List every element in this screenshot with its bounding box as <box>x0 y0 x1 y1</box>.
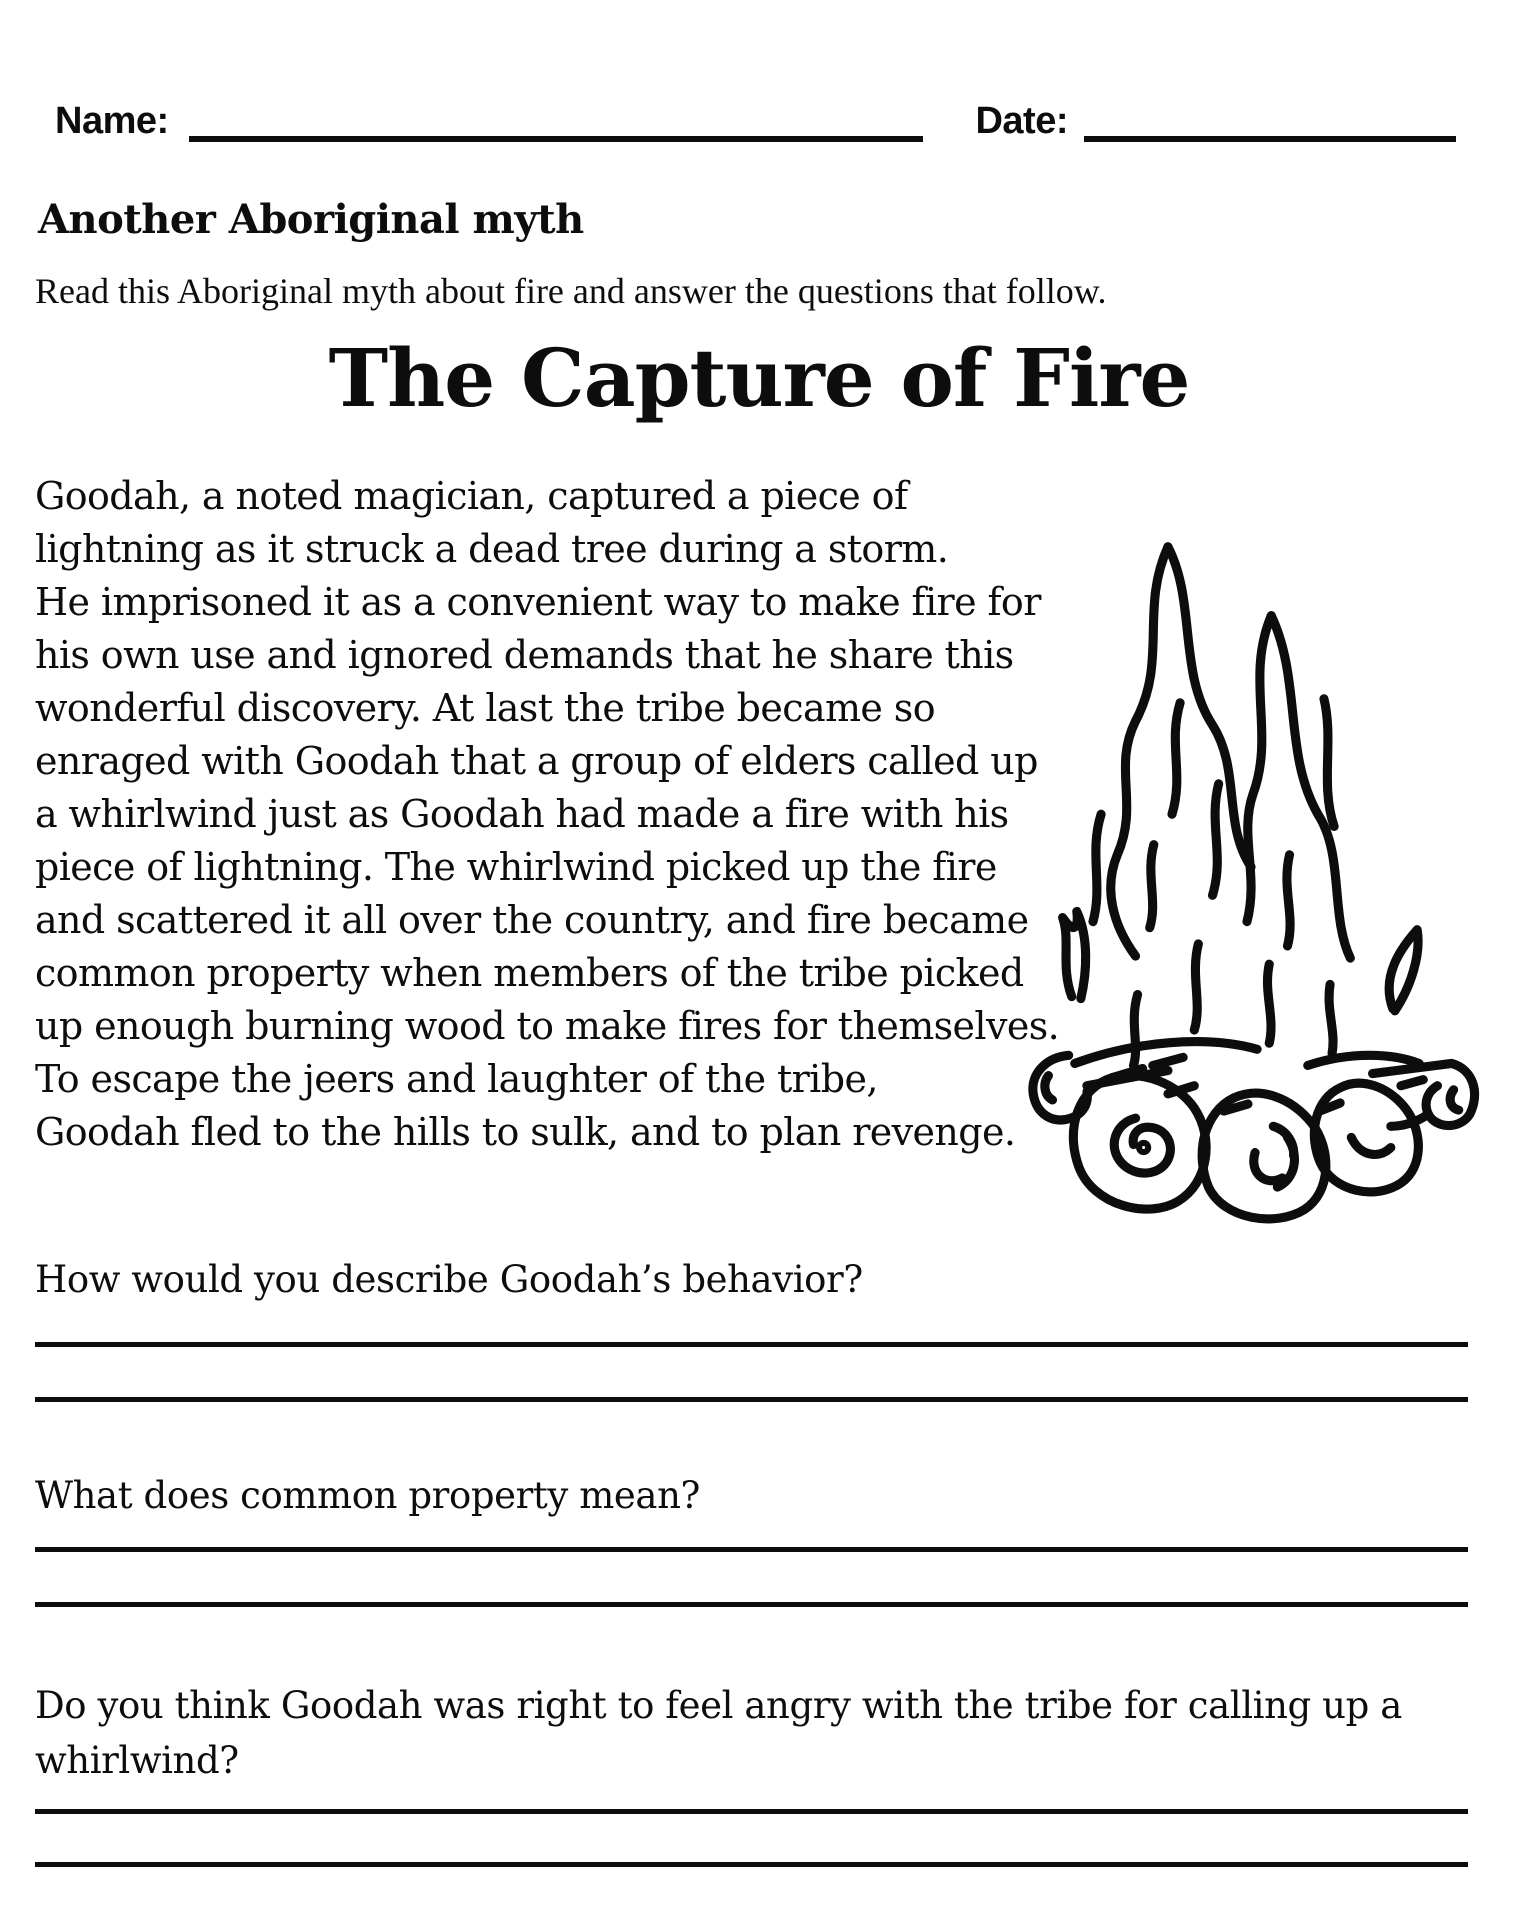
question-text-1: How would you describe Goodah’s behavior? <box>35 1258 863 1301</box>
answer-line[interactable] <box>35 1342 1468 1347</box>
story-line: and scattered it all over the country, and fire became <box>35 898 1029 942</box>
story-line: To escape the jeers and laughter of the tribe, <box>35 1057 878 1101</box>
story-line: common property when members of the tribe picked <box>35 951 1024 995</box>
answer-line[interactable] <box>35 1397 1468 1402</box>
story-line: his own use and ignored demands that he share this <box>35 633 1014 677</box>
story-line: wonderful discovery. At last the tribe became so <box>35 686 935 730</box>
section-heading: Another Aboriginal myth <box>38 196 584 243</box>
story-line: a whirlwind just as Goodah had made a fire with his <box>35 792 1009 836</box>
story-line: Goodah, a noted magician, captured a piece of <box>35 474 908 518</box>
questions-section <box>35 1252 1483 1867</box>
story-title: The Capture of Fire <box>328 331 1190 425</box>
campfire-illustration <box>1016 518 1482 1228</box>
story-line: up enough burning wood to make fires for themselves. <box>35 1004 1060 1048</box>
name-label: Name: <box>55 100 169 142</box>
date-write-line[interactable] <box>1084 92 1456 142</box>
campfire-icon <box>1016 518 1482 1228</box>
story-line: lightning as it struck a dead tree during a storm. <box>35 527 949 571</box>
date-label: Date: <box>975 100 1068 142</box>
answer-line[interactable] <box>35 1809 1468 1814</box>
story-line: enraged with Goodah that a group of elders called up <box>35 739 1038 783</box>
story-line: He imprisoned it as a convenient way to make fire for <box>35 580 1041 624</box>
story-line: Goodah fled to the hills to sulk, and to plan revenge. <box>35 1110 1016 1154</box>
question-text-2: What does common property mean? <box>35 1474 700 1517</box>
answer-line[interactable] <box>35 1547 1468 1552</box>
story-paragraph <box>35 470 1059 1159</box>
answer-line[interactable] <box>35 1602 1468 1607</box>
question-text-3: Do you think Goodah was right to feel angry with the tribe for calling up a whirlwind? <box>35 1684 1402 1782</box>
story-line: piece of lightning. The whirlwind picked up the fire <box>35 845 997 889</box>
name-write-line[interactable] <box>189 92 924 142</box>
header-row <box>55 92 1456 142</box>
answer-line[interactable] <box>35 1862 1468 1867</box>
instructions-text: Read this Aboriginal myth about fire and answer the questions that follow. <box>35 271 1107 311</box>
